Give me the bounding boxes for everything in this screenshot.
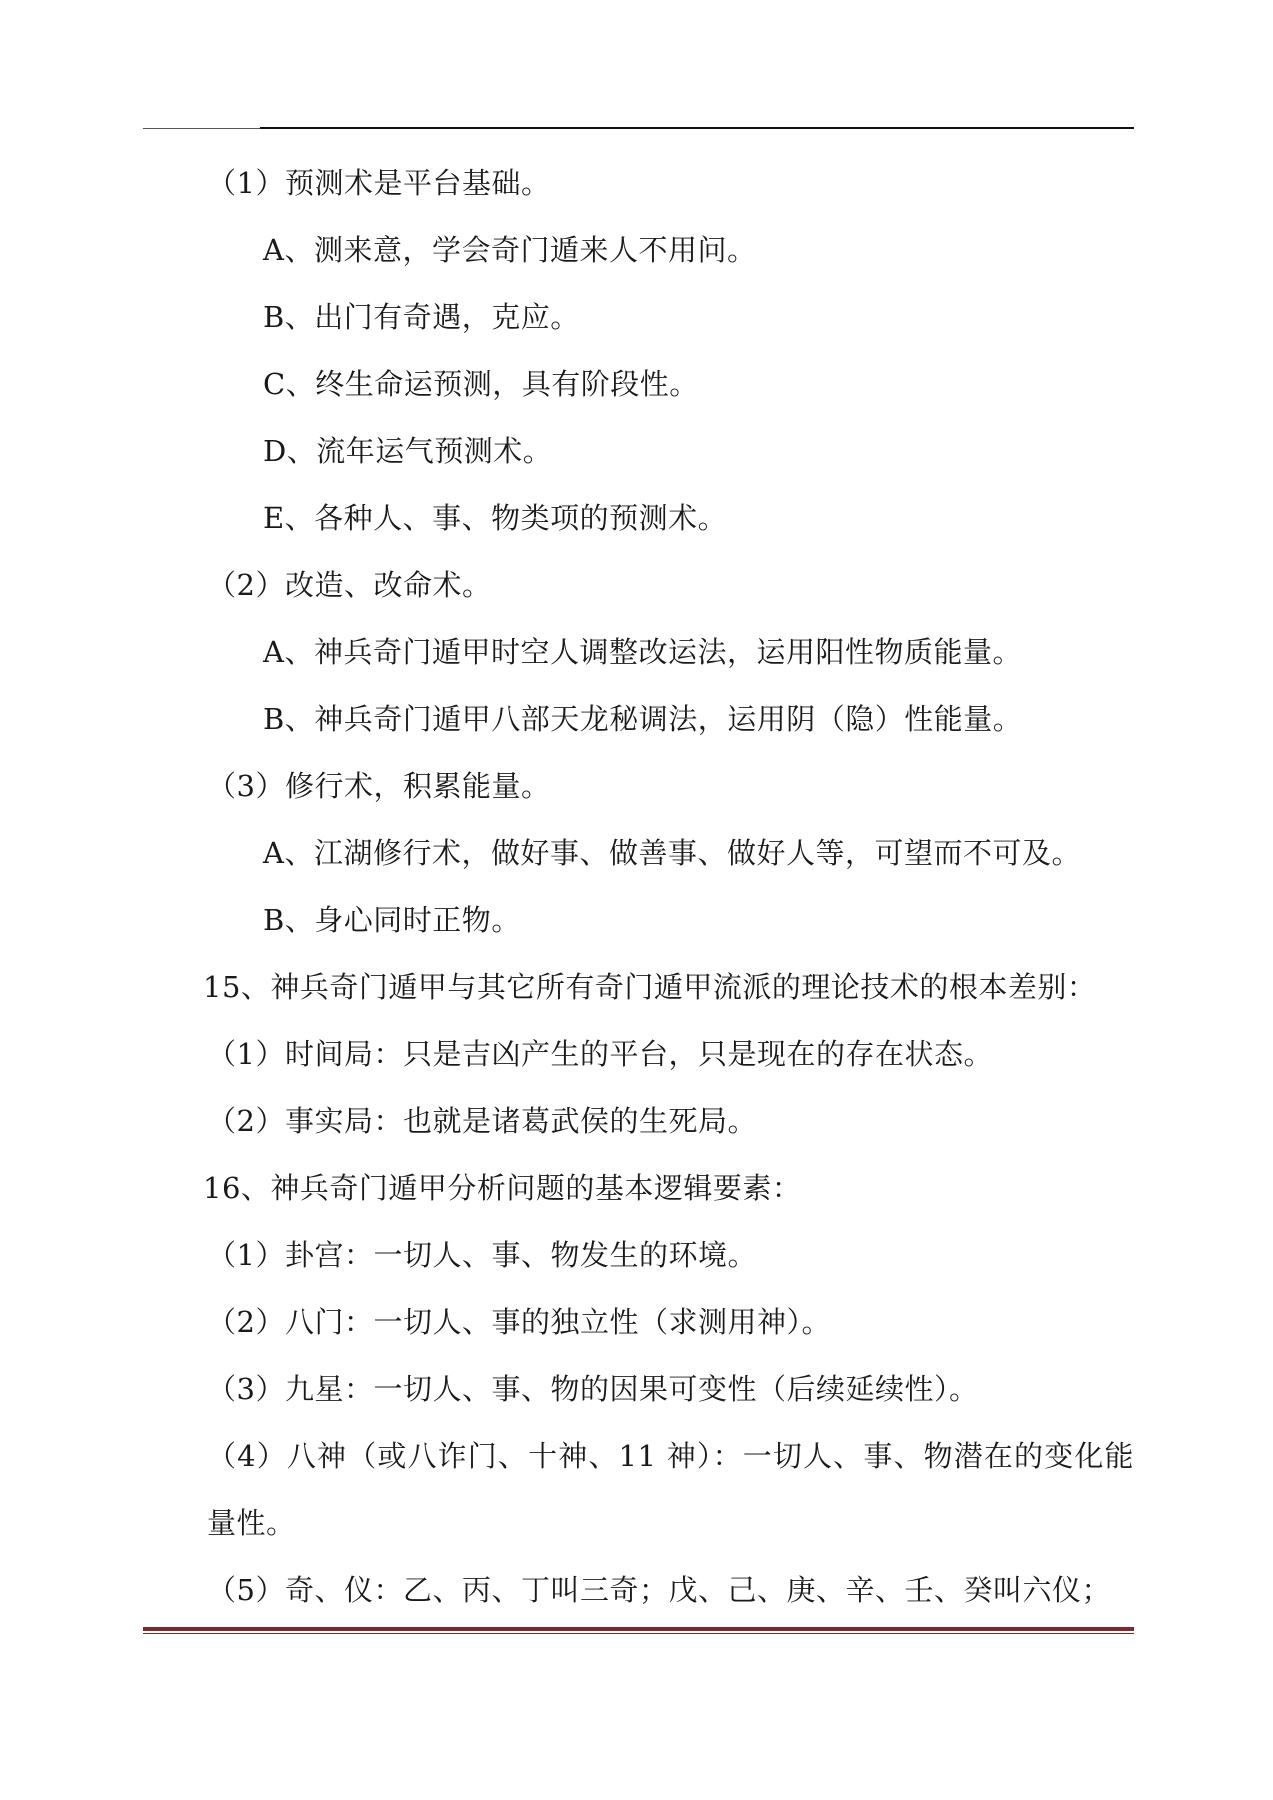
text-paragraph: （4）八神（或八诈门、十神、11 神）：一切人、事、物潜在的变化能量性。 [207,1439,1134,1540]
document-body [143,150,1134,1624]
text-line: （1）卦宫：一切人、事、物发生的环境。 [207,1238,757,1272]
text-line: A、江湖修行术，做好事、做善事、做好人等，可望而不可及。 [263,836,1081,870]
text-line: （5）奇、仪：乙、丙、丁叫三奇；戊、己、庚、辛、壬、癸叫六仪； [207,1573,1111,1607]
text-line: C、终生命运预测，具有阶段性。 [263,367,699,401]
text-line: （2）八门：一切人、事的独立性（求测用神）。 [207,1305,831,1339]
header-rule-accent [260,127,1134,129]
text-line: B、身心同时正物。 [263,903,521,937]
text-line: B、出门有奇遇，克应。 [263,300,580,334]
text-line: D、流年运气预测术。 [263,434,553,468]
text-line: A、测来意，学会奇门遁来人不用问。 [263,233,757,267]
text-line: （3）九星：一切人、事、物的因果可变性（后续延续性）。 [207,1372,979,1406]
text-line: （1）预测术是平台基础。 [207,166,551,200]
text-line: （3）修行术，积累能量。 [207,769,551,803]
section-heading: 15、神兵奇门遁甲与其它所有奇门遁甲流派的理论技术的根本差别： [203,970,1097,1004]
text-line: （2）事实局：也就是诸葛武侯的生死局。 [207,1104,757,1138]
text-line: B、神兵奇门遁甲八部天龙秘调法，运用阴（隐）性能量。 [263,702,1023,736]
text-line: A、神兵奇门遁甲时空人调整改运法，运用阳性物质能量。 [263,635,1022,669]
text-line: （2）改造、改命术。 [207,568,492,602]
text-line: （1）时间局：只是吉凶产生的平台，只是现在的存在状态。 [207,1037,993,1071]
text-line: E、各种人、事、物类项的预测术。 [263,501,728,535]
section-heading: 16、神兵奇门遁甲分析问题的基本逻辑要素： [203,1171,802,1205]
footer-rule-thin [143,1633,1134,1634]
footer-rule [143,1627,1134,1631]
